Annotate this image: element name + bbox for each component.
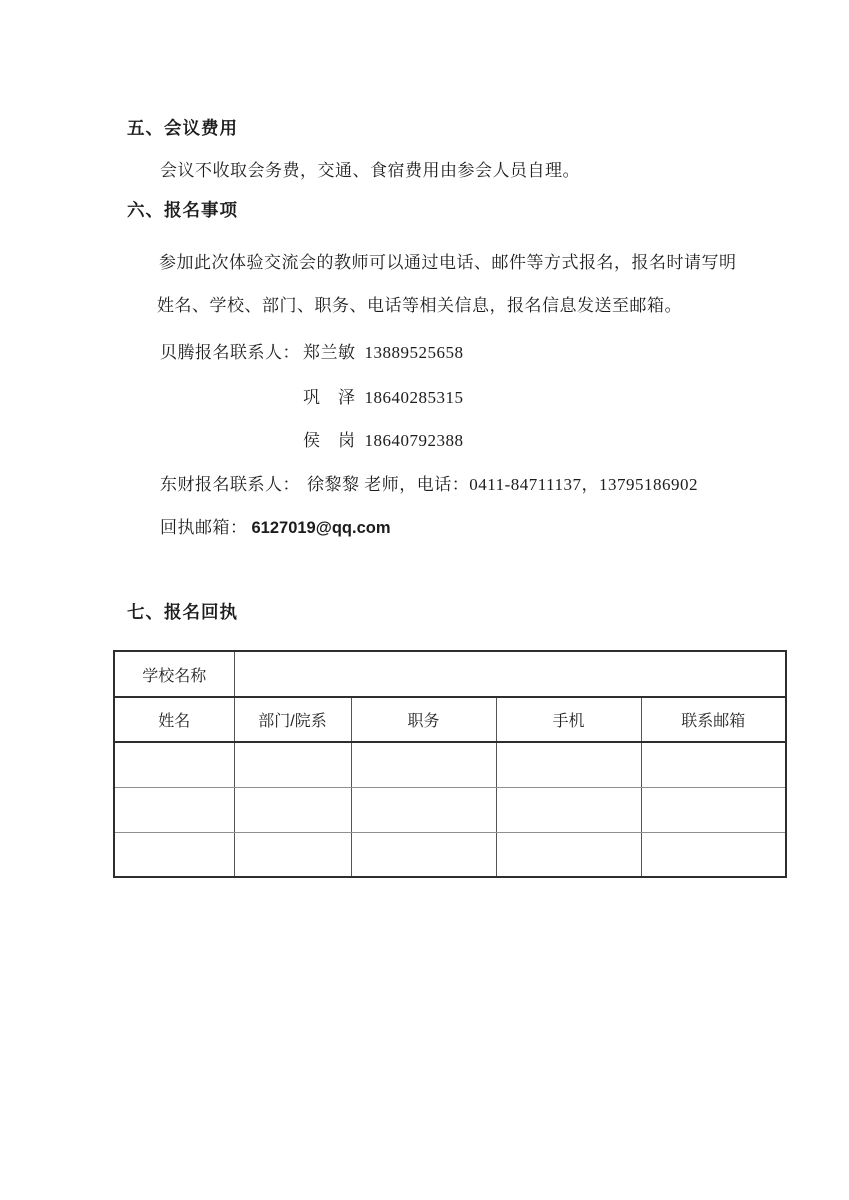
table-cell <box>351 742 496 787</box>
column-header-title: 职务 <box>351 697 496 742</box>
contact-name: 侯 岗 <box>303 431 356 450</box>
contact-phone: 13889525658 <box>364 343 464 362</box>
contact-name: 郑兰敏 <box>303 343 356 362</box>
table-cell <box>351 832 496 877</box>
table-cell <box>114 832 234 877</box>
table-cell <box>234 787 351 832</box>
dongcai-contact-label: 东财报名联系人： <box>160 475 300 494</box>
reply-email-address: 6127019@qq.com <box>251 519 391 537</box>
registration-receipt-table <box>113 650 787 878</box>
beiteng-contact-label: 贝腾报名联系人： <box>160 343 300 362</box>
dongcai-contact-line <box>160 470 698 495</box>
table-cell <box>641 787 786 832</box>
table-cell <box>641 832 786 877</box>
table-cell <box>114 742 234 787</box>
signup-intro-line1: 参加此次体验交流会的教师可以通过电话、邮件等方式报名，报名时请写明 <box>159 253 737 272</box>
school-name-label-cell: 学校名称 <box>114 651 234 697</box>
contact-name: 巩 泽 <box>303 388 356 407</box>
column-header-mobile: 手机 <box>496 697 641 742</box>
section-heading-fee: 五、会议费用 <box>127 118 238 138</box>
table-cell <box>496 742 641 787</box>
table-header-row <box>114 697 786 742</box>
beiteng-contact-2 <box>303 383 464 408</box>
section-heading-receipt: 七、报名回执 <box>127 602 238 622</box>
table-row <box>114 742 786 787</box>
table-cell <box>234 832 351 877</box>
reply-email-label: 回执邮箱： <box>160 518 248 537</box>
fee-body-text: 会议不收取会务费，交通、食宿费用由参会人员自理。 <box>160 161 580 180</box>
table-cell <box>496 787 641 832</box>
reply-email-line <box>160 513 391 538</box>
column-header-email: 联系邮箱 <box>641 697 786 742</box>
column-header-department: 部门/院系 <box>234 697 351 742</box>
beiteng-contact-3 <box>303 426 464 451</box>
contact-phone: 18640285315 <box>364 388 464 407</box>
table-cell <box>641 742 786 787</box>
signup-intro-line2: 姓名、学校、部门、职务、电话等相关信息，报名信息发送至邮箱。 <box>157 296 682 315</box>
school-name-value-cell <box>234 651 786 697</box>
section-heading-signup: 六、报名事项 <box>127 200 238 220</box>
table-cell <box>114 787 234 832</box>
table-row <box>114 787 786 832</box>
table-cell <box>234 742 351 787</box>
table-row <box>114 832 786 877</box>
table-cell <box>496 832 641 877</box>
contact-phone: 18640792388 <box>364 431 464 450</box>
dongcai-contact-value: 徐黎黎 老师，电话：0411-84711137，13795186902 <box>307 475 699 494</box>
column-header-name: 姓名 <box>114 697 234 742</box>
table-cell <box>351 787 496 832</box>
beiteng-contact-1 <box>303 338 464 363</box>
table-row-school <box>114 651 786 697</box>
